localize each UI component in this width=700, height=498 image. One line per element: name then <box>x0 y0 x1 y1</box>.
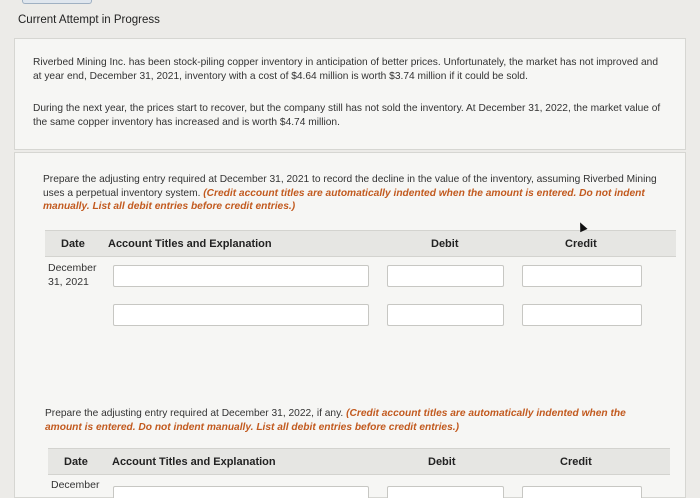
part1-row2-credit-input[interactable] <box>522 304 642 326</box>
part2-row1-credit-input[interactable] <box>522 486 642 498</box>
part2-col-credit: Credit <box>560 456 592 468</box>
part1-row-date <box>48 261 96 289</box>
part1-row1-account-input[interactable] <box>113 265 369 287</box>
part2-col-debit: Debit <box>428 456 456 468</box>
part2-prompt <box>45 407 645 434</box>
part1-date-line1: December <box>48 262 97 274</box>
part2-date-line1: December <box>51 479 100 491</box>
part1-prompt-text: Prepare the adjusting entry required at December 31, 2021 to record the decline in the value of the inventory, assuming Riverbed Mining uses a perpetual inventory system. <box>43 174 657 199</box>
part1-row2-debit-input[interactable] <box>387 304 504 326</box>
part1-row2-account-input[interactable] <box>113 304 369 326</box>
part1-row1-credit-input[interactable] <box>522 265 642 287</box>
part1-date-line2: 31, 2021 <box>48 276 89 288</box>
part2-instruction: (Credit account titles are automatically indented when the amount is entered. Do not indent manually. List all debit entries before credit entries.) <box>45 408 626 433</box>
problem-paragraph-2: During the next year, the prices start to recover, but the company still has not sold the inventory. At December 31, 2022, the market value of the same copper inventory has increased and is worth $4.74 million. <box>33 103 661 128</box>
part1-col-credit: Credit <box>565 238 597 250</box>
problem-paragraph-1: Riverbed Mining Inc. has been stock-piling copper inventory in anticipation of better prices. Unfortunately, the market has not improved and at year end, December 31, 2021, inventory with a cost of $4.64 million is worth $3.74 million if it could be sold. <box>33 57 658 82</box>
part1-col-date: Date <box>61 238 85 250</box>
page-heading: Current Attempt in Progress <box>18 14 160 26</box>
problem-panel <box>14 38 686 150</box>
part2-table-header <box>48 448 670 475</box>
part1-col-account: Account Titles and Explanation <box>108 238 272 250</box>
view-policies-tab[interactable] <box>22 0 92 4</box>
part2-row1-account-input[interactable] <box>113 486 369 498</box>
part2-prompt-text: Prepare the adjusting entry required at December 31, 2022, if any. <box>45 408 344 419</box>
question-panel <box>14 152 686 498</box>
part1-table-header <box>45 230 676 257</box>
part1-row1-debit-input[interactable] <box>387 265 504 287</box>
part2-col-account: Account Titles and Explanation <box>112 456 276 468</box>
part1-col-debit: Debit <box>431 238 459 250</box>
part2-row1-debit-input[interactable] <box>387 486 504 498</box>
part1-prompt <box>43 173 659 214</box>
part1-instruction: (Credit account titles are automatically indented when the amount is entered. Do not indent manually. List all debit entries before credit entries.) <box>43 187 645 212</box>
part2-col-date: Date <box>64 456 88 468</box>
part2-row-date <box>51 478 99 492</box>
